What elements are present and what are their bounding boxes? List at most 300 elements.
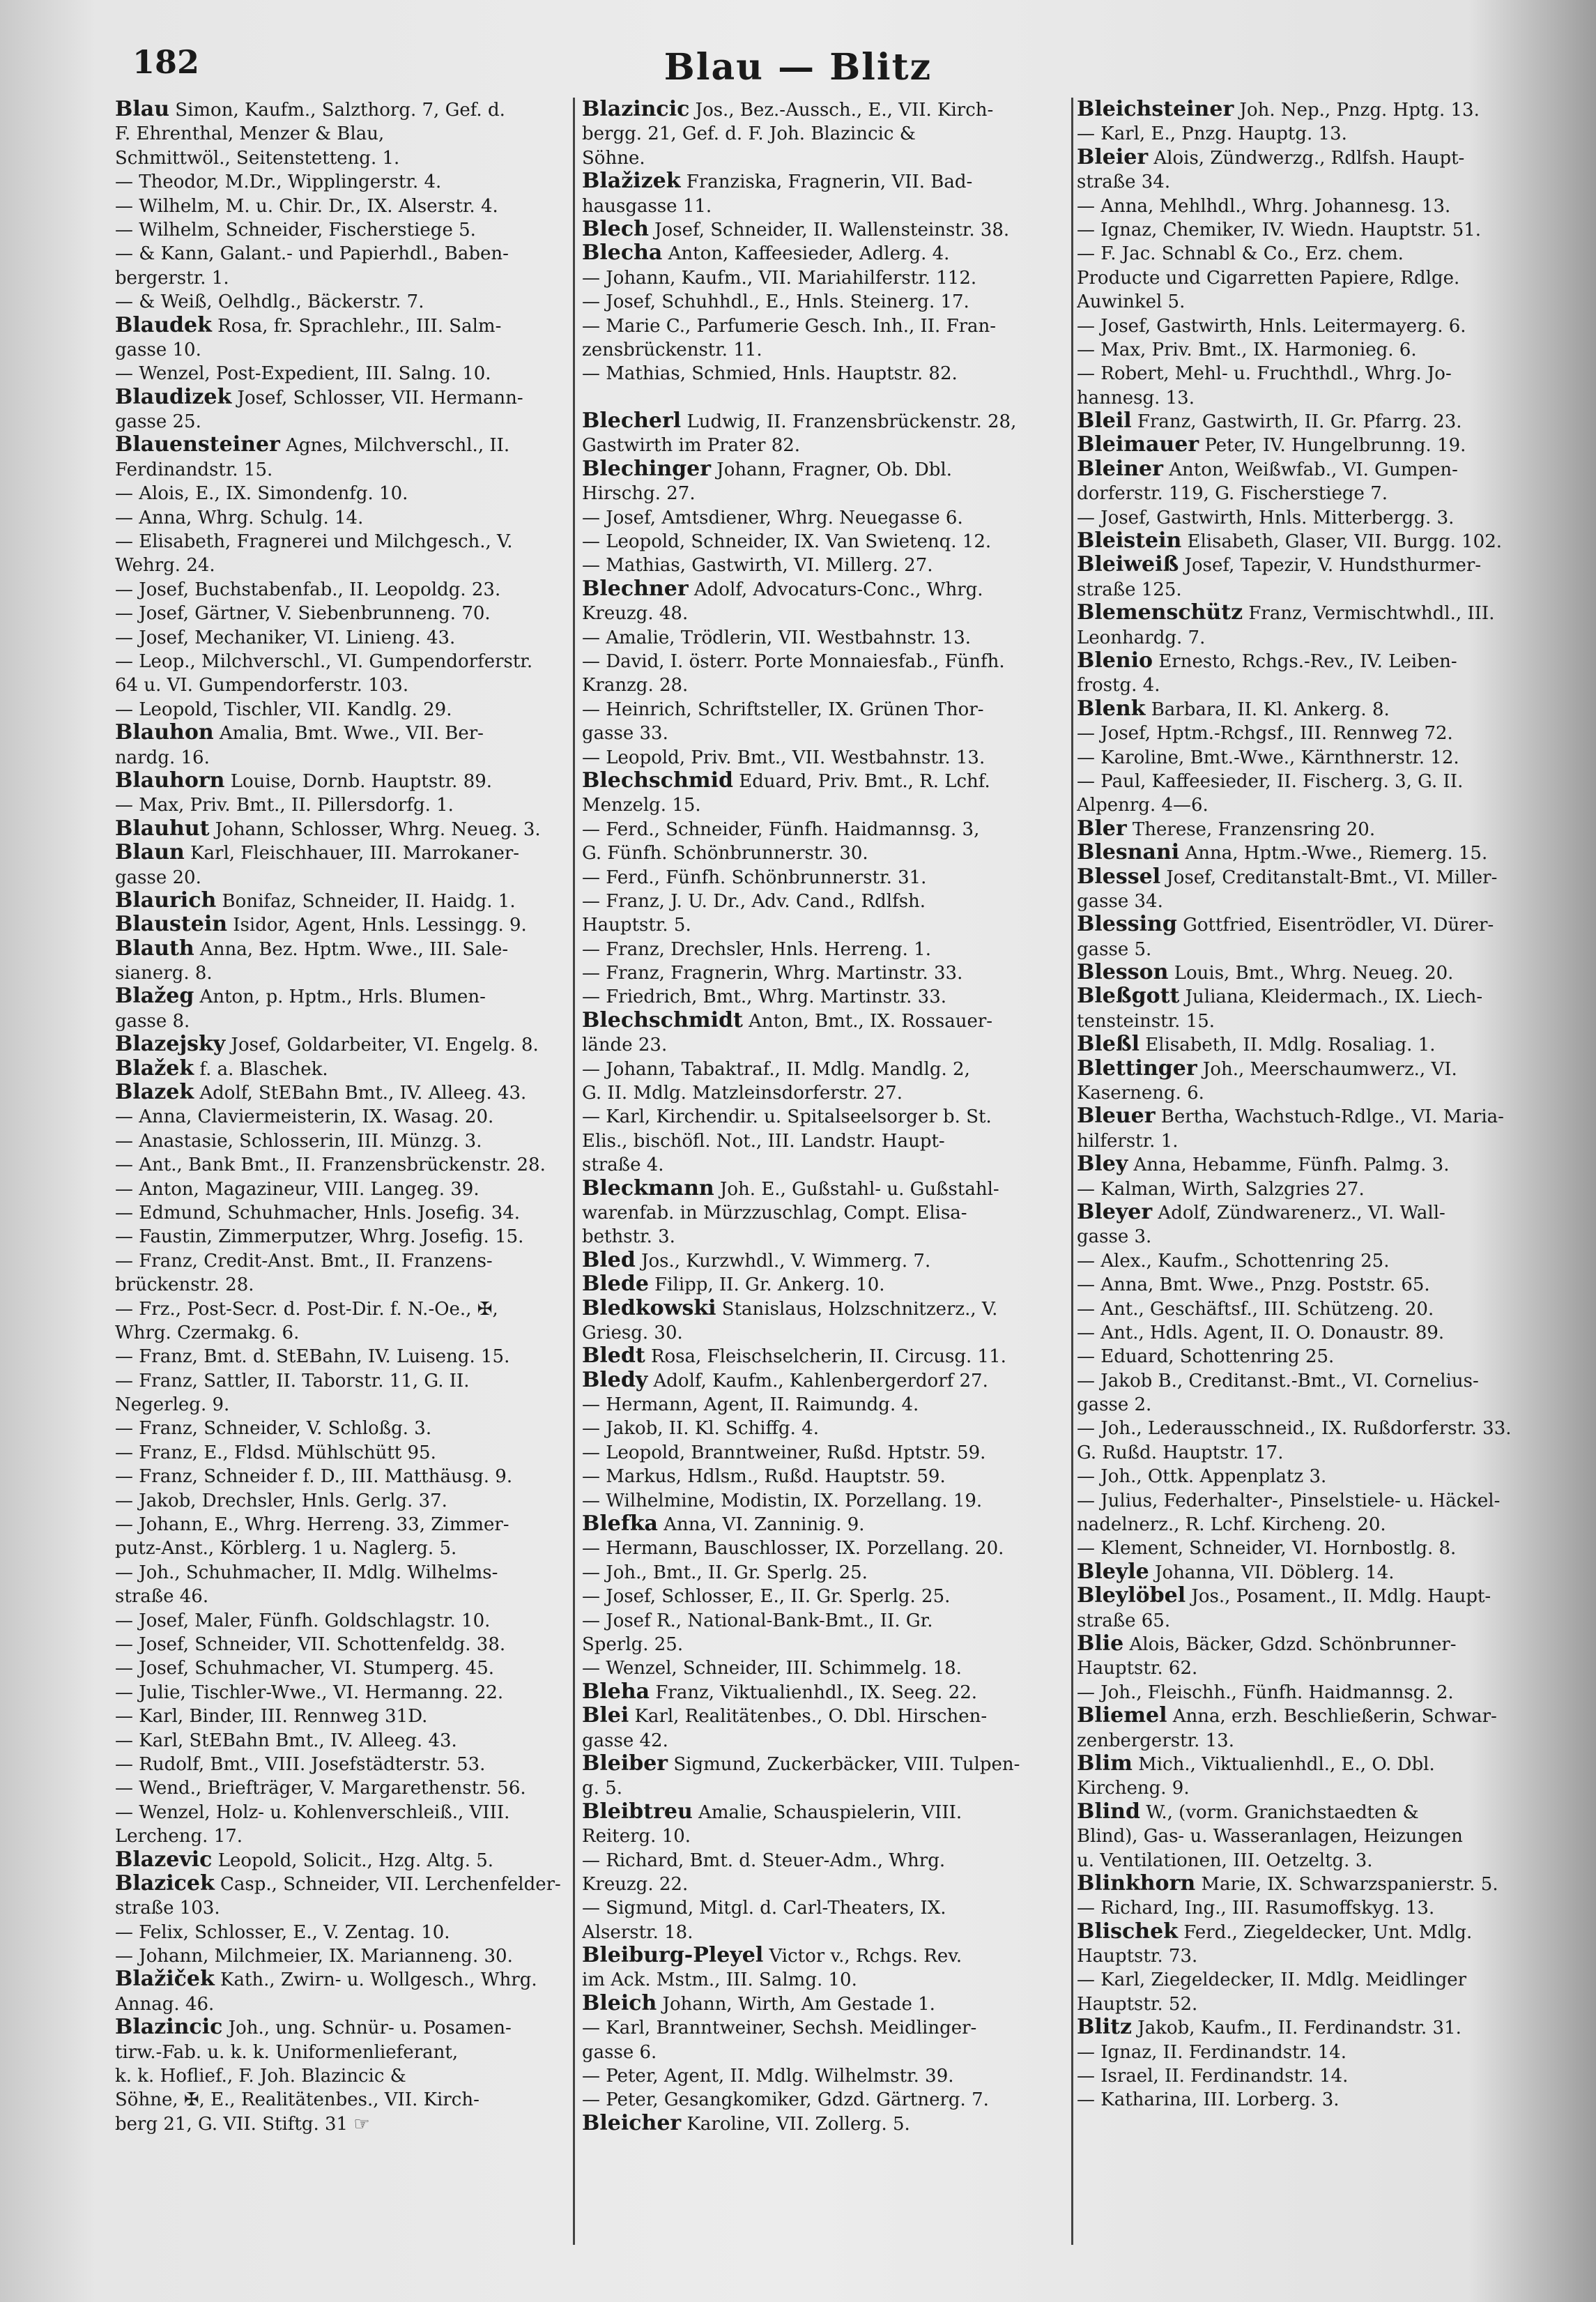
entry-text: — Josef, Gastwirth, Hnls. Mitterbergg. 3. xyxy=(1077,507,1455,528)
directory-entry-line xyxy=(582,98,1070,121)
entry-text: — Heinrich, Schriftsteller, IX. Grünen Thor- xyxy=(582,699,984,720)
directory-entry-line xyxy=(115,913,571,936)
directory-entry-line xyxy=(582,409,1070,433)
directory-entry-line xyxy=(582,577,1070,601)
directory-entry-line xyxy=(115,1416,571,1440)
entry-text: Reiterg. 10. xyxy=(582,1826,691,1847)
directory-entry-line xyxy=(582,1728,1070,1752)
directory-entry-line xyxy=(115,98,571,121)
directory-entry-line xyxy=(115,337,571,361)
entry-surname: Blaudizek xyxy=(115,385,232,409)
directory-entry-line xyxy=(115,1464,571,1488)
entry-text: gasse 8. xyxy=(115,1010,190,1032)
entry-text: — Klement, Schneider, VI. Hornbostlg. 8. xyxy=(1077,1538,1457,1560)
entry-text: Kath., Zwirn- u. Wollgesch., Whrg. xyxy=(214,1969,537,1991)
directory-entry-line xyxy=(582,169,1070,193)
entry-text: Alois, Zündwerzg., Rdlfsh. Haupt- xyxy=(1148,147,1465,169)
directory-entry-line xyxy=(582,2064,1070,2087)
entry-text: — Max, Priv. Bmt., IX. Harmonieg. 6. xyxy=(1077,339,1417,360)
directory-entry-line xyxy=(1077,1584,1551,1608)
directory-entry-line xyxy=(1077,865,1551,889)
entry-text: Rosa, Fleischselcherin, II. Circusg. 11. xyxy=(645,1346,1006,1368)
entry-surname: Blažek xyxy=(115,1056,194,1081)
directory-entry-line xyxy=(582,1224,1070,1248)
directory-entry-line xyxy=(1077,1656,1551,1679)
entry-text: gasse 25. xyxy=(115,411,201,433)
entry-text: hannesg. 13. xyxy=(1077,387,1195,409)
entry-text: Sigmund, Zuckerbäcker, VIII. Tulpen- xyxy=(668,1753,1020,1775)
entry-text: Johanna, VII. Döblerg. 14. xyxy=(1149,1562,1395,1583)
entry-text: — Anna, Mehlhdl., Whrg. Johannesg. 13. xyxy=(1077,195,1451,217)
directory-entry-line xyxy=(115,1632,571,1656)
entry-text: Anna, Hebamme, Fünfh. Palmg. 3. xyxy=(1128,1154,1450,1176)
entry-text: — Franz, J. U. Dr., Adv. Cand., Rdlfsh. xyxy=(582,890,926,912)
entry-text: gasse 42. xyxy=(582,1730,668,1751)
entry-text: Victor v., Rchgs. Rev. xyxy=(763,1946,962,1967)
entry-text: — Karl, Branntweiner, Sechsh. Meidlinger- xyxy=(582,2018,977,2039)
directory-entry-line xyxy=(582,721,1070,745)
entry-text: gasse 20. xyxy=(115,867,201,888)
entry-text: Josef, Schneider, II. Wallensteinstr. 38. xyxy=(648,219,1010,241)
directory-entry-line xyxy=(115,1152,571,1176)
directory-entry-line xyxy=(115,769,571,793)
directory-entry-line xyxy=(115,625,571,649)
entry-text: — Alois, E., IX. Simondenfg. 10. xyxy=(115,483,408,505)
directory-entry-line xyxy=(1077,337,1551,361)
directory-entry-line xyxy=(1077,1632,1551,1656)
column-middle xyxy=(582,98,1070,2266)
entry-text: — Peter, Gesangkomiker, Gdzd. Gärtnerg. 7. xyxy=(582,2089,989,2111)
entry-text: Joh. Nep., Pnzg. Hptg. 13. xyxy=(1234,100,1480,121)
entry-text: — Franz, Fragnerin, Whrg. Martinstr. 33. xyxy=(582,963,963,984)
directory-entry-line xyxy=(1077,2015,1551,2039)
directory-entry-line xyxy=(115,1560,571,1584)
entry-text: — Marie C., Parfumerie Gesch. Inh., II. Fran- xyxy=(582,315,997,337)
entry-text: straße 4. xyxy=(582,1154,664,1176)
entry-text: gasse 5. xyxy=(1077,938,1152,960)
entry-text: gasse 33. xyxy=(582,723,668,745)
directory-entry-line xyxy=(1077,1392,1551,1416)
directory-entry-line xyxy=(115,841,571,864)
entry-text: Adolf, Kaufm., Kahlenbergerdorf 27. xyxy=(647,1370,988,1392)
entry-text: Wehrg. 24. xyxy=(115,555,215,577)
entry-text: Johann, Schlosser, Whrg. Neueg. 3. xyxy=(209,818,541,840)
directory-entry-line xyxy=(115,1344,571,1368)
directory-entry-line xyxy=(115,1369,571,1392)
entry-text: Hauptstr. 52. xyxy=(1077,1993,1198,2015)
entry-text: Eduard, Priv. Bmt., R. Lchf. xyxy=(733,770,990,792)
entry-text: gasse 34. xyxy=(1077,890,1163,912)
directory-entry-line xyxy=(1077,1824,1551,1847)
directory-entry-line xyxy=(115,1057,571,1081)
entry-text: Barbara, II. Kl. Ankerg. 8. xyxy=(1145,699,1390,720)
column-right xyxy=(1077,98,1551,2266)
entry-text: Franziska, Fragnerin, VII. Bad- xyxy=(680,171,973,193)
entry-text: Stanislaus, Holzschnitzerz., V. xyxy=(716,1298,998,1320)
directory-entry-line xyxy=(115,649,571,673)
entry-text: — Hermann, Agent, II. Raimundg. 4. xyxy=(582,1394,919,1416)
entry-text: G. II. Mdlg. Matzleinsdorferstr. 27. xyxy=(582,1083,903,1104)
entry-surname: Blechner xyxy=(582,577,689,601)
entry-text: Franz, Gastwirth, II. Gr. Pfarrg. 23. xyxy=(1131,411,1462,433)
directory-entry-line xyxy=(1077,1177,1551,1200)
directory-entry-line xyxy=(1077,1848,1551,1872)
entry-text: Josef, Creditanstalt-Bmt., VI. Miller- xyxy=(1160,867,1498,888)
entry-surname: Bledt xyxy=(582,1344,645,1369)
entry-text: putz-Anst., Körblerg. 1 u. Naglerg. 5. xyxy=(115,1538,457,1560)
entry-text: — Anastasie, Schlosserin, III. Münzg. 3. xyxy=(115,1130,482,1152)
directory-entry-line xyxy=(1077,98,1551,121)
entry-text: Jos., Posament., II. Mdlg. Haupt- xyxy=(1186,1586,1491,1608)
directory-entry-line xyxy=(582,673,1070,696)
directory-entry-line xyxy=(115,1488,571,1512)
directory-entry-line xyxy=(1077,1752,1551,1776)
directory-entry-line xyxy=(1077,218,1551,241)
running-head: Blau — Blitz xyxy=(663,46,933,89)
directory-entry-line xyxy=(115,865,571,889)
entry-surname: Blie xyxy=(1077,1632,1124,1656)
directory-entry-line xyxy=(1077,1967,1551,1991)
entry-surname: Bleicher xyxy=(582,2111,682,2135)
entry-text: — Richard, Ing., III. Rasumoffskyg. 13. xyxy=(1077,1898,1435,1919)
entry-surname: Bleiweiß xyxy=(1077,553,1179,577)
entry-text: — Josef, Maler, Fünfh. Goldschlagstr. 10. xyxy=(115,1610,491,1631)
entry-text: straße 65. xyxy=(1077,1610,1171,1631)
entry-surname: Blau xyxy=(115,98,170,121)
entry-text: Negerleg. 9. xyxy=(115,1394,230,1416)
entry-text: Joh. E., Gußstahl- u. Gußstahl- xyxy=(714,1178,999,1200)
directory-entry-line xyxy=(582,1944,1070,1967)
directory-entry-line xyxy=(582,1032,1070,1056)
entry-text: — Wilhelm, M. u. Chir. Dr., IX. Alserstr. 4. xyxy=(115,195,498,217)
directory-entry-line xyxy=(1077,1009,1551,1032)
directory-entry-line xyxy=(582,937,1070,961)
directory-entry-line xyxy=(1077,2064,1551,2087)
directory-entry-line xyxy=(1077,1872,1551,1896)
entry-text: — Johann, Tabaktraf., II. Mdlg. Mandlg. 2, xyxy=(582,1058,970,1080)
directory-entry-line xyxy=(1077,1272,1551,1296)
directory-entry-line xyxy=(582,984,1070,1008)
directory-entry-line xyxy=(115,2040,571,2064)
entry-text: — Joh., Lederausschneid., IX. Rußdorferstr. 33. xyxy=(1077,1418,1512,1440)
directory-entry-line xyxy=(115,2064,571,2087)
directory-entry-line xyxy=(1077,961,1551,984)
directory-entry-line xyxy=(115,481,571,505)
entry-text: — Frz., Post-Secr. d. Post-Dir. f. N.-Oe., ✠, xyxy=(115,1298,498,1320)
entry-text: — Wilhelmine, Modistin, IX. Porzellang. 19. xyxy=(582,1490,983,1511)
entry-text: warenfab. in Mürzzuschlag, Compt. Elisa- xyxy=(582,1202,967,1224)
directory-entry-line xyxy=(1077,1152,1551,1176)
directory-entry-line xyxy=(582,1488,1070,1512)
directory-entry-line xyxy=(1077,409,1551,433)
entry-surname: Blauhorn xyxy=(115,768,225,793)
directory-entry-line xyxy=(115,1896,571,1919)
directory-entry-line xyxy=(115,314,571,337)
directory-entry-line xyxy=(582,1920,1070,1944)
entry-text: Isidor, Agent, Hnls. Lessingg. 9. xyxy=(227,915,527,936)
entry-surname: Blitz xyxy=(1077,2015,1133,2040)
entry-text: — Karl, Kirchendir. u. Spitalseelsorger b. St. xyxy=(582,1106,992,1128)
directory-entry-line xyxy=(582,1536,1070,1560)
entry-text: — Sigmund, Mitgl. d. Carl-Theaters, IX. xyxy=(582,1898,946,1919)
directory-entry-line xyxy=(115,937,571,961)
entry-text: — Peter, Agent, II. Mdlg. Wilhelmstr. 39. xyxy=(582,2066,954,2087)
entry-text: f. a. Blaschek. xyxy=(194,1058,328,1080)
directory-entry-line xyxy=(115,194,571,218)
entry-surname: Bleiburg-Pleyel xyxy=(582,1944,764,1968)
entry-text: — Faustin, Zimmerputzer, Whrg. Josefig. 15. xyxy=(115,1226,524,1248)
entry-text: Mich., Viktualienhdl., E., O. Dbl. xyxy=(1132,1753,1435,1775)
directory-entry-line xyxy=(1077,505,1551,529)
entry-text: — Ignaz, Chemiker, IV. Wiedn. Hauptstr. 51. xyxy=(1077,219,1482,241)
entry-surname: Blauhon xyxy=(115,721,214,745)
entry-surname: Bleich xyxy=(582,1991,657,2015)
directory-entry-line xyxy=(582,1392,1070,1416)
directory-entry-line xyxy=(115,793,571,816)
directory-entry-line xyxy=(115,1177,571,1200)
directory-entry-line xyxy=(582,361,1070,385)
entry-text: — Josef, Schneider, VII. Schottenfeldg. 38. xyxy=(115,1634,506,1655)
directory-entry-line xyxy=(1077,1944,1551,1967)
directory-entry-line xyxy=(115,1297,571,1320)
entry-surname: Blazincic xyxy=(582,98,690,121)
entry-surname: Blauhut xyxy=(115,816,210,841)
entry-text: Kreuzg. 48. xyxy=(582,603,689,625)
entry-surname: Blind xyxy=(1077,1799,1140,1824)
entry-surname: Bledkowski xyxy=(582,1296,716,1320)
entry-surname: Blenk xyxy=(1077,696,1146,721)
directory-entry-line xyxy=(582,1560,1070,1584)
entry-text: Franz, Viktualienhdl., IX. Seeg. 22. xyxy=(650,1682,978,1703)
entry-surname: Blažizek xyxy=(582,169,681,194)
entry-text: — Franz, Bmt. d. StEBahn, IV. Luiseng. 15. xyxy=(115,1346,510,1368)
entry-text: — Eduard, Schottenring 25. xyxy=(1077,1346,1335,1368)
directory-entry-line xyxy=(1077,1032,1551,1056)
entry-text: — Jakob B., Creditanst.-Bmt., VI. Cornelius- xyxy=(1077,1370,1479,1392)
entry-text: — Felix, Schlosser, E., V. Zentag. 10. xyxy=(115,1921,450,1943)
directory-entry-line xyxy=(115,529,571,553)
directory-entry-line xyxy=(1077,745,1551,769)
entry-text: frostg. 4. xyxy=(1077,675,1160,696)
entry-surname: Bler xyxy=(1077,816,1127,841)
directory-entry-line xyxy=(582,2015,1070,2039)
entry-surname: Blaustein xyxy=(115,913,228,937)
entry-text: gasse 6. xyxy=(582,2041,657,2063)
directory-entry-line xyxy=(1077,529,1551,553)
entry-text: Gastwirth im Prater 82. xyxy=(582,435,801,457)
entry-surname: Bledy xyxy=(582,1368,648,1392)
entry-text: Anton, Weißwfab., VI. Gumpen- xyxy=(1163,459,1458,480)
directory-entry-line xyxy=(115,961,571,984)
entry-text: — Franz, Drechsler, Hnls. Herreng. 1. xyxy=(582,938,931,960)
directory-entry-line xyxy=(1077,457,1551,481)
entry-text: — Mathias, Schmied, Hnls. Hauptstr. 82. xyxy=(582,363,958,385)
entry-text: — Paul, Kaffeesieder, II. Fischerg. 3, G. II. xyxy=(1077,770,1464,792)
entry-text: Elisabeth, II. Mdlg. Rosaliag. 1. xyxy=(1140,1035,1436,1056)
directory-entry-line xyxy=(1077,1608,1551,1632)
directory-entry-line xyxy=(115,1872,571,1896)
entry-text: g. 5. xyxy=(582,1778,622,1799)
directory-entry-line xyxy=(115,1704,571,1728)
entry-surname: Blaurich xyxy=(115,888,217,913)
directory-entry-line xyxy=(1077,2040,1551,2064)
entry-text: — Josef, Gastwirth, Hnls. Leitermayerg. 6. xyxy=(1077,315,1466,337)
entry-surname: Blaun xyxy=(115,841,185,865)
entry-text: Alois, Bäcker, Gdzd. Schönbrunner- xyxy=(1123,1634,1457,1655)
entry-surname: Bleil xyxy=(1077,409,1132,434)
directory-entry-line xyxy=(582,1104,1070,1128)
entry-text: — Leopold, Priv. Bmt., VII. Westbahnstr. 13. xyxy=(582,747,985,768)
entry-text: G. Fünfh. Schönbrunnerstr. 30. xyxy=(582,843,868,864)
directory-entry-line xyxy=(1077,289,1551,313)
entry-surname: Blaudek xyxy=(115,313,212,337)
entry-text: Schmittwöl., Seitenstetteng. 1. xyxy=(115,147,400,169)
entry-text: — Wenzel, Post-Expedient, III. Salng. 10. xyxy=(115,363,491,385)
entry-surname: Blischek xyxy=(1077,1919,1178,1944)
directory-entry-line xyxy=(1077,169,1551,193)
entry-text: — Franz, Schneider, V. Schloßg. 3. xyxy=(115,1418,432,1440)
entry-text: — Ignaz, II. Ferdinandstr. 14. xyxy=(1077,2041,1346,2063)
entry-text: — Anna, Claviermeisterin, IX. Wasag. 20. xyxy=(115,1106,494,1128)
directory-entry-line xyxy=(1077,1920,1551,1944)
directory-entry-line xyxy=(115,2112,571,2135)
directory-entry-line xyxy=(115,1249,571,1272)
directory-entry-line xyxy=(582,601,1070,625)
entry-surname: Blazevic xyxy=(115,1847,213,1872)
entry-text: Joh., Meerschaumwerz., VI. xyxy=(1197,1058,1457,1080)
entry-text: — Markus, Hdlsm., Rußd. Hauptstr. 59. xyxy=(582,1466,946,1488)
entry-text: — Anna, Whrg. Schulg. 14. xyxy=(115,507,364,528)
directory-entry-line xyxy=(1077,1800,1551,1824)
directory-entry-line xyxy=(582,1824,1070,1847)
entry-text: Anna, erzh. Beschließerin, Schwar- xyxy=(1167,1706,1497,1728)
directory-entry-line xyxy=(582,1320,1070,1344)
entry-surname: Bleiner xyxy=(1077,457,1163,481)
entry-text: — Edmund, Schuhmacher, Hnls. Josefig. 34. xyxy=(115,1202,521,1224)
entry-text: Lercheng. 17. xyxy=(115,1826,243,1847)
entry-text: tirw.-Fab. u. k. k. Uniformenlieferant, xyxy=(115,2041,459,2063)
directory-entry-line xyxy=(1077,1104,1551,1128)
entry-surname: Bleyer xyxy=(1077,1200,1153,1224)
entry-text: — Ant., Bank Bmt., II. Franzensbrückenstr. 28. xyxy=(115,1154,546,1176)
entry-text: — Wenzel, Schneider, III. Schimmelg. 18. xyxy=(582,1658,962,1679)
directory-entry-line xyxy=(1077,625,1551,649)
entry-text: lände 23. xyxy=(582,1035,668,1056)
entry-text: Filipp, II. Gr. Ankerg. 10. xyxy=(648,1274,885,1296)
entry-text: — Johann, Kaufm., VII. Mariahilferstr. 112. xyxy=(582,267,977,289)
directory-entry-line xyxy=(115,1967,571,1991)
directory-entry-line xyxy=(1077,1536,1551,1560)
entry-text: Whrg. Czermakg. 6. xyxy=(115,1322,300,1343)
directory-entry-line xyxy=(1077,697,1551,721)
entry-text: Josef, Goldarbeiter, VI. Engelg. 8. xyxy=(225,1035,539,1056)
directory-entry-line xyxy=(1077,1081,1551,1104)
directory-entry-line xyxy=(582,1680,1070,1704)
directory-entry-line xyxy=(1077,481,1551,505)
page-header xyxy=(0,43,1596,99)
entry-text: Kaserneng. 6. xyxy=(1077,1083,1204,1104)
entry-surname: Blazincic xyxy=(115,2015,223,2040)
directory-entry-line xyxy=(115,1224,571,1248)
entry-text: — & Kann, Galant.- und Papierhdl., Baben- xyxy=(115,243,509,265)
entry-surname: Blenio xyxy=(1077,648,1153,673)
directory-entry-line xyxy=(582,553,1070,577)
directory-entry-line xyxy=(1077,146,1551,169)
directory-entry-line xyxy=(1077,721,1551,745)
directory-entry-line xyxy=(1077,1728,1551,1752)
entry-text: Alpenrg. 4—6. xyxy=(1077,795,1208,816)
directory-entry-line xyxy=(115,361,571,385)
entry-text: — Johann, E., Whrg. Herreng. 33, Zimmer- xyxy=(115,1514,509,1536)
directory-entry-line xyxy=(582,1656,1070,1679)
entry-text: Anna, Hptm.-Wwe., Riemerg. 15. xyxy=(1179,843,1488,864)
directory-entry-line xyxy=(582,1177,1070,1200)
entry-text: Jakob, Kaufm., II. Ferdinandstr. 31. xyxy=(1132,2018,1461,2039)
entry-text: hilferstr. 1. xyxy=(1077,1130,1179,1152)
directory-entry-line xyxy=(1077,553,1551,577)
entry-surname: Bleiber xyxy=(582,1751,668,1776)
entry-text: Louis, Bmt., Whrg. Neueg. 20. xyxy=(1168,963,1454,984)
directory-entry-line xyxy=(115,289,571,313)
directory-entry-line xyxy=(582,1967,1070,1991)
directory-entry-line xyxy=(1077,2087,1551,2111)
entry-surname: Blim xyxy=(1077,1751,1133,1776)
entry-text: Rosa, fr. Sprachlehr., III. Salm- xyxy=(211,315,502,337)
entry-text: gasse 10. xyxy=(115,339,201,360)
directory-entry-line xyxy=(1077,984,1551,1008)
entry-text: Casp., Schneider, VII. Lerchenfelder- xyxy=(214,1873,561,1895)
entry-text: im Ack. Mstm., III. Salmg. 10. xyxy=(582,1969,857,1991)
entry-text: — Wilhelm, Schneider, Fischerstiege 5. xyxy=(115,219,476,241)
entry-text: — Kalman, Wirth, Salzgries 27. xyxy=(1077,1178,1365,1200)
entry-surname: Blecha xyxy=(582,241,663,266)
directory-entry-line xyxy=(1077,889,1551,913)
entry-text: dorferstr. 119, G. Fischerstiege 7. xyxy=(1077,483,1388,505)
entry-surname: Blechinger xyxy=(582,457,711,481)
entry-text: — Leopold, Schneider, IX. Van Swietenq. 12. xyxy=(582,531,992,553)
entry-text: — Josef R., National-Bank-Bmt., II. Gr. xyxy=(582,1610,933,1631)
directory-entry-line xyxy=(582,865,1070,889)
entry-surname: Bleistein xyxy=(1077,529,1182,554)
entry-text: — Josef, Gärtner, V. Siebenbrunneng. 70. xyxy=(115,603,491,625)
entry-text: — Jakob, II. Kl. Schiffg. 4. xyxy=(582,1418,819,1440)
entry-text: Blind), Gas- u. Wasseranlagen, Heizungen xyxy=(1077,1826,1463,1847)
entry-text: — F. Jac. Schnabl & Co., Erz. chem. xyxy=(1077,243,1404,265)
entry-text: Ernesto, Rchgs.-Rev., IV. Leiben- xyxy=(1153,650,1457,672)
directory-entry-line xyxy=(582,1848,1070,1872)
entry-text: — Ferd., Fünfh. Schönbrunnerstr. 31. xyxy=(582,867,927,888)
entry-surname: Blesnani xyxy=(1077,841,1180,865)
entry-surname: Bliemel xyxy=(1077,1704,1167,1728)
entry-text: — Josef, Mechaniker, VI. Linieng. 43. xyxy=(115,627,456,648)
entry-text: Agnes, Milchverschl., II. xyxy=(279,435,510,457)
entry-text: Leopold, Solicit., Hzg. Altg. 5. xyxy=(212,1850,494,1871)
column-divider xyxy=(1071,98,1073,2245)
directory-entry-line xyxy=(115,601,571,625)
entry-text: zenbergerstr. 13. xyxy=(1077,1730,1234,1751)
directory-entry-line xyxy=(582,241,1070,265)
entry-text: — Karoline, Bmt.-Wwe., Kärnthnerstr. 12. xyxy=(1077,747,1459,768)
entry-surname: Bleimauer xyxy=(1077,433,1199,457)
entry-text: — Franz, Schneider f. D., III. Matthäusg. 9. xyxy=(115,1466,513,1488)
directory-entry-line xyxy=(1077,1776,1551,1799)
entry-text: Bertha, Wachstuch-Rdlge., VI. Maria- xyxy=(1155,1106,1504,1128)
directory-entry-line xyxy=(1077,241,1551,265)
directory-entry-line xyxy=(1077,841,1551,864)
directory-entry-line xyxy=(1077,649,1551,673)
directory-entry-line xyxy=(582,2112,1070,2135)
directory-entry-line xyxy=(115,697,571,721)
